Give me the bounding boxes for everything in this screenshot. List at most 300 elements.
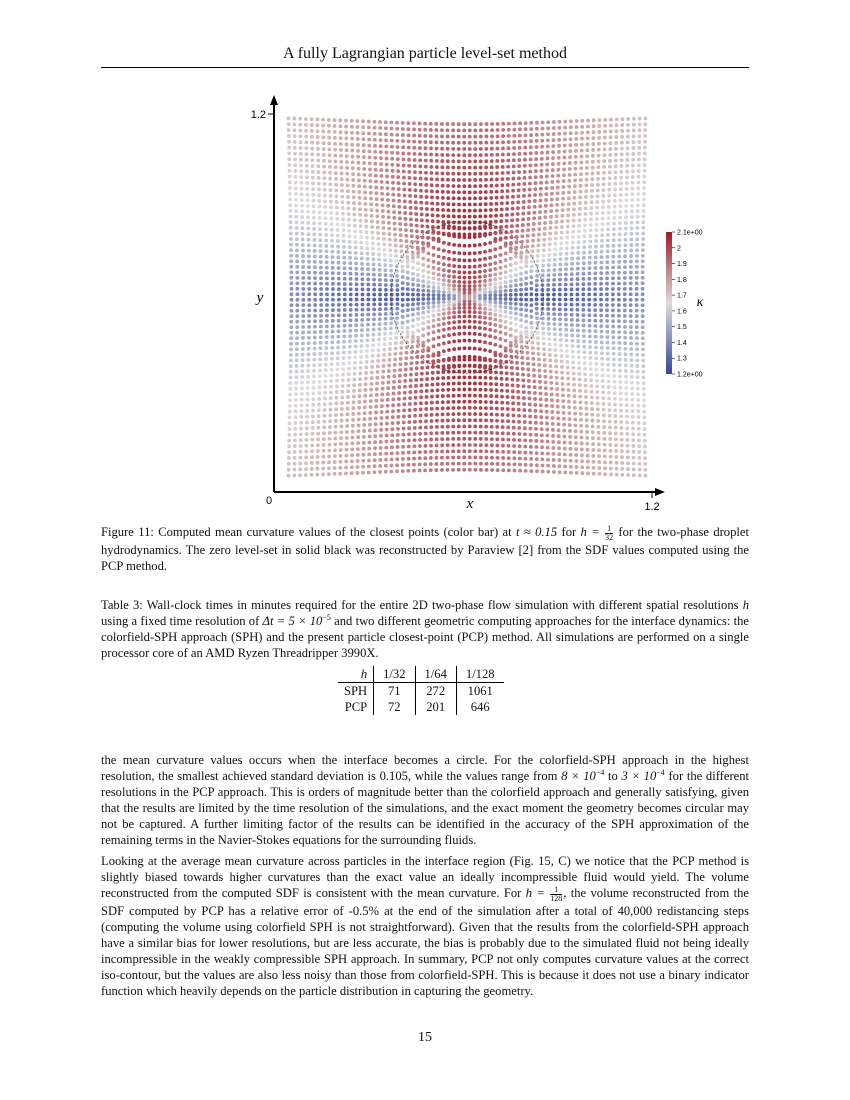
- particle: [418, 128, 422, 132]
- particle: [568, 441, 572, 445]
- particle: [558, 126, 562, 130]
- particle: [385, 428, 389, 432]
- particle: [550, 398, 554, 402]
- particle: [349, 287, 353, 291]
- particle: [423, 128, 427, 132]
- particle: [415, 361, 419, 365]
- particle: [337, 292, 341, 296]
- particle: [395, 121, 399, 125]
- particle: [392, 380, 396, 384]
- particle: [468, 153, 472, 157]
- particle: [556, 411, 560, 415]
- particle: [623, 298, 627, 302]
- particle: [364, 225, 368, 229]
- particle: [352, 190, 356, 194]
- particle: [423, 134, 427, 138]
- particle: [304, 117, 308, 121]
- particle: [462, 443, 466, 447]
- particle: [317, 397, 321, 401]
- particle: [551, 150, 555, 154]
- particle: [501, 134, 505, 138]
- particle: [416, 255, 420, 259]
- particle: [478, 326, 482, 330]
- particle: [429, 159, 433, 163]
- particle: [452, 412, 456, 416]
- particle: [623, 249, 627, 253]
- particle: [328, 419, 332, 423]
- particle: [362, 447, 366, 451]
- particle: [507, 450, 511, 454]
- particle: [457, 232, 461, 236]
- particle: [452, 251, 456, 255]
- particle: [522, 200, 526, 204]
- particle: [506, 165, 510, 169]
- particle: [366, 308, 370, 312]
- particle: [295, 303, 299, 307]
- particle: [580, 119, 584, 123]
- particle: [488, 256, 492, 260]
- particle: [366, 323, 370, 327]
- particle: [339, 448, 343, 452]
- particle: [584, 389, 588, 393]
- particle: [288, 209, 292, 213]
- particle: [524, 293, 528, 297]
- particle: [641, 265, 645, 269]
- particle: [375, 381, 379, 385]
- particle: [533, 397, 537, 401]
- particle: [367, 465, 371, 469]
- particle: [555, 197, 559, 201]
- particle: [299, 158, 303, 162]
- particle: [401, 309, 405, 313]
- particle: [323, 414, 327, 418]
- particle: [363, 173, 367, 177]
- particle: [600, 351, 604, 355]
- particle: [490, 413, 494, 417]
- particle: [554, 231, 558, 235]
- table-cell: 1061: [456, 683, 503, 700]
- particle: [605, 287, 609, 291]
- particle: [615, 461, 619, 465]
- particle: [349, 277, 353, 281]
- particle: [446, 449, 450, 453]
- particle: [499, 266, 503, 270]
- particle: [535, 288, 539, 292]
- particle: [310, 129, 314, 133]
- particle: [290, 281, 294, 285]
- particle: [323, 205, 327, 209]
- particle: [339, 166, 343, 170]
- particle: [334, 177, 338, 181]
- particle: [599, 277, 603, 281]
- particle: [430, 407, 434, 411]
- particle: [381, 375, 385, 379]
- particle: [564, 267, 568, 271]
- particle: [331, 324, 335, 328]
- particle: [539, 181, 543, 185]
- particle: [473, 270, 477, 274]
- particle: [313, 255, 317, 259]
- particle: [410, 234, 414, 238]
- particle: [361, 303, 365, 307]
- particle: [603, 124, 607, 128]
- particle: [516, 390, 520, 394]
- particle: [521, 373, 525, 377]
- particle: [380, 180, 384, 184]
- particle: [312, 386, 316, 390]
- particle: [571, 246, 575, 250]
- particle: [546, 151, 550, 155]
- particle: [557, 428, 561, 432]
- particle: [317, 403, 321, 407]
- particle: [582, 277, 586, 281]
- particle: [644, 474, 648, 478]
- particle: [387, 221, 391, 225]
- particle: [411, 324, 415, 328]
- particle: [637, 450, 641, 454]
- particle: [321, 467, 325, 471]
- particle: [468, 406, 472, 410]
- particle: [427, 301, 431, 305]
- particle: [479, 147, 483, 151]
- particle: [618, 380, 622, 384]
- particle: [371, 343, 375, 347]
- particle: [387, 369, 391, 373]
- particle: [564, 328, 568, 332]
- particle: [307, 325, 311, 329]
- particle: [529, 275, 533, 279]
- particle: [600, 340, 604, 344]
- particle: [457, 203, 461, 207]
- particle: [493, 290, 497, 294]
- particle: [390, 439, 394, 443]
- particle: [641, 347, 645, 351]
- particle: [452, 365, 456, 369]
- particle: [586, 142, 590, 146]
- particle: [558, 328, 562, 332]
- particle: [552, 288, 556, 292]
- particle: [590, 183, 594, 187]
- particle: [637, 163, 641, 167]
- particle: [524, 314, 528, 318]
- particle: [594, 324, 598, 328]
- particle: [370, 225, 374, 229]
- particle: [521, 212, 525, 216]
- particle: [388, 347, 392, 351]
- particle: [324, 352, 328, 356]
- particle: [311, 403, 315, 407]
- particle: [374, 416, 378, 420]
- particle: [528, 397, 532, 401]
- particle: [613, 386, 617, 390]
- particle: [301, 336, 305, 340]
- particle: [324, 222, 328, 226]
- particle: [457, 258, 461, 262]
- particle: [457, 462, 461, 466]
- particle: [392, 374, 396, 378]
- particle: [301, 254, 305, 258]
- particle: [528, 176, 532, 180]
- particle: [346, 184, 350, 188]
- particle: [519, 288, 523, 292]
- particle: [516, 218, 520, 222]
- particle: [615, 118, 619, 122]
- particle: [468, 265, 472, 269]
- particle: [416, 317, 420, 321]
- particle: [403, 397, 407, 401]
- particle: [367, 126, 371, 130]
- particle: [365, 236, 369, 240]
- particle: [287, 157, 291, 161]
- particle: [494, 371, 498, 375]
- particle: [593, 308, 597, 312]
- particle: [457, 147, 461, 151]
- particle: [484, 400, 488, 404]
- particle: [483, 321, 487, 325]
- particle: [447, 226, 451, 230]
- particle: [329, 374, 333, 378]
- particle: [556, 191, 560, 195]
- particle: [407, 133, 411, 137]
- particle: [532, 211, 536, 215]
- particle: [362, 441, 366, 445]
- particle: [327, 449, 331, 453]
- particle: [635, 303, 639, 307]
- particle: [521, 361, 525, 365]
- particle: [366, 252, 370, 256]
- particle: [334, 189, 338, 193]
- particle: [348, 261, 352, 265]
- particle: [527, 211, 531, 215]
- particle: [341, 217, 345, 221]
- particle: [515, 229, 519, 233]
- particle: [558, 470, 562, 474]
- particle: [597, 431, 601, 435]
- particle: [351, 178, 355, 182]
- particle: [559, 333, 563, 337]
- particle: [351, 412, 355, 416]
- particle: [606, 357, 610, 361]
- colorbar-tick-label: 1.8: [677, 276, 687, 284]
- particle: [635, 232, 639, 236]
- particle: [462, 190, 466, 194]
- particle: [452, 303, 456, 307]
- particle: [437, 231, 441, 235]
- particle: [600, 362, 604, 366]
- particle: [568, 167, 572, 171]
- particle: [517, 182, 521, 186]
- particle: [599, 319, 603, 323]
- particle: [624, 392, 628, 396]
- particle: [424, 425, 428, 429]
- particle: [421, 293, 425, 297]
- particle: [489, 406, 493, 410]
- particle: [426, 366, 430, 370]
- particle: [392, 392, 396, 396]
- particle: [558, 464, 562, 468]
- particle: [637, 427, 641, 431]
- particle: [568, 435, 572, 439]
- particle: [345, 166, 349, 170]
- particle: [546, 288, 550, 292]
- particle: [339, 454, 343, 458]
- particle: [484, 425, 488, 429]
- particle: [405, 245, 409, 249]
- particle: [490, 468, 494, 472]
- particle: [300, 209, 304, 213]
- particle: [337, 271, 341, 275]
- particle: [580, 143, 584, 147]
- particle: [402, 403, 406, 407]
- particle: [441, 184, 445, 188]
- particle: [462, 197, 466, 201]
- particle: [457, 190, 461, 194]
- particle: [524, 332, 528, 336]
- particle: [580, 471, 584, 475]
- particle: [424, 438, 428, 442]
- particle: [437, 261, 441, 265]
- particle: [565, 246, 569, 250]
- particle: [579, 184, 583, 188]
- particle: [509, 263, 513, 267]
- particle: [641, 303, 645, 307]
- particle: [585, 172, 589, 176]
- particle: [586, 131, 590, 135]
- particle: [347, 378, 351, 382]
- particle: [468, 288, 472, 292]
- particle: [570, 328, 574, 332]
- particle: [550, 410, 554, 414]
- particle: [366, 288, 370, 292]
- particle: [543, 364, 547, 368]
- particle: [447, 232, 451, 236]
- particle: [629, 292, 633, 296]
- particle: [531, 351, 535, 355]
- particle: [585, 412, 589, 416]
- particle: [547, 322, 551, 326]
- particle: [293, 169, 297, 173]
- particle: [436, 208, 440, 212]
- particle: [419, 401, 423, 405]
- particle: [341, 367, 345, 371]
- particle: [372, 317, 376, 321]
- particle: [613, 391, 617, 395]
- particle: [566, 377, 570, 381]
- particle: [313, 314, 317, 318]
- particle: [325, 255, 329, 259]
- particle: [535, 279, 539, 283]
- particle: [510, 360, 514, 364]
- particle: [546, 293, 550, 297]
- particle: [319, 314, 323, 318]
- particle: [570, 272, 574, 276]
- particle: [511, 383, 515, 387]
- particle: [340, 172, 344, 176]
- particle: [626, 467, 630, 471]
- particle: [288, 381, 292, 385]
- particle: [586, 466, 590, 470]
- particle: [406, 326, 410, 330]
- particle: [588, 245, 592, 249]
- particle: [365, 355, 369, 359]
- particle: [468, 141, 472, 145]
- particle: [408, 408, 412, 412]
- particle: [570, 277, 574, 281]
- particle: [630, 198, 634, 202]
- particle: [483, 279, 487, 283]
- particle: [295, 248, 299, 252]
- particle: [462, 203, 466, 207]
- particle: [457, 153, 461, 157]
- particle: [588, 329, 592, 333]
- particle: [402, 188, 406, 192]
- particle: [637, 175, 641, 179]
- particle: [357, 178, 361, 182]
- particle: [514, 302, 518, 306]
- particle: [625, 398, 629, 402]
- particle: [605, 260, 609, 264]
- particle: [501, 122, 505, 126]
- particle: [313, 244, 317, 248]
- particle: [500, 377, 504, 381]
- particle: [420, 383, 424, 387]
- particle: [415, 229, 419, 233]
- particle: [368, 441, 372, 445]
- particle: [354, 345, 358, 349]
- particle: [547, 253, 551, 257]
- particle: [599, 303, 603, 307]
- particle: [313, 249, 317, 253]
- body-paragraph-2: Looking at the average mean curvature across particles in the interface region (Fig. 15, C) we notice that the PCP method is slightly biased towards higher curvatures than the exact value an ideally incompressible fluid would yield. The volume reconstructed from the computed SDF is consistent with the mean curvature. For h = $\frac{1}{128}$ , the volume reconstructed from the SDF computed by PCP has a relative error of -0.5% at the end of the simulation after a total of 40,000 redistancing steps (computing the volume using colorfield SPH is not straightforward). Given that the results from the colorfield-SPH approach have a similar bias for lower resolutions, but are less accurate, the bias is probably due to the simulated fluid not being ideally incompressible in the weakly compressible SPH approach. In summary, PCP not only computes curvature values at the correct iso-contour, but the values are also less noisy than those from colorfield-SPH. This is because it does not use a binary indicator function which heavily depends on the particle distribution in capturing the geometry.: [101, 854, 750, 998]
- particle: [462, 449, 466, 453]
- particle: [567, 388, 571, 392]
- particle: [350, 125, 354, 129]
- particle: [506, 407, 510, 411]
- particle: [505, 389, 509, 393]
- particle: [384, 458, 388, 462]
- particle: [407, 457, 411, 461]
- particle: [620, 426, 624, 430]
- particle: [373, 138, 377, 142]
- particle: [327, 455, 331, 459]
- particle: [611, 303, 615, 307]
- particle: [424, 152, 428, 156]
- particle: [546, 434, 550, 438]
- particle: [299, 421, 303, 425]
- particle: [401, 133, 405, 137]
- particle: [643, 146, 647, 150]
- particle: [331, 266, 335, 270]
- particle: [608, 182, 612, 186]
- particle: [289, 370, 293, 374]
- particle: [437, 329, 441, 333]
- particle: [409, 212, 413, 216]
- particle: [313, 325, 317, 329]
- particle: [522, 182, 526, 186]
- particle: [290, 298, 294, 302]
- particle: [412, 134, 416, 138]
- particle: [339, 142, 343, 146]
- particle: [624, 227, 628, 231]
- particle: [361, 471, 365, 475]
- particle: [358, 202, 362, 206]
- particle: [500, 401, 504, 405]
- particle: [579, 418, 583, 422]
- particle: [373, 470, 377, 474]
- particle: [401, 139, 405, 143]
- particle: [556, 174, 560, 178]
- particle: [424, 413, 428, 417]
